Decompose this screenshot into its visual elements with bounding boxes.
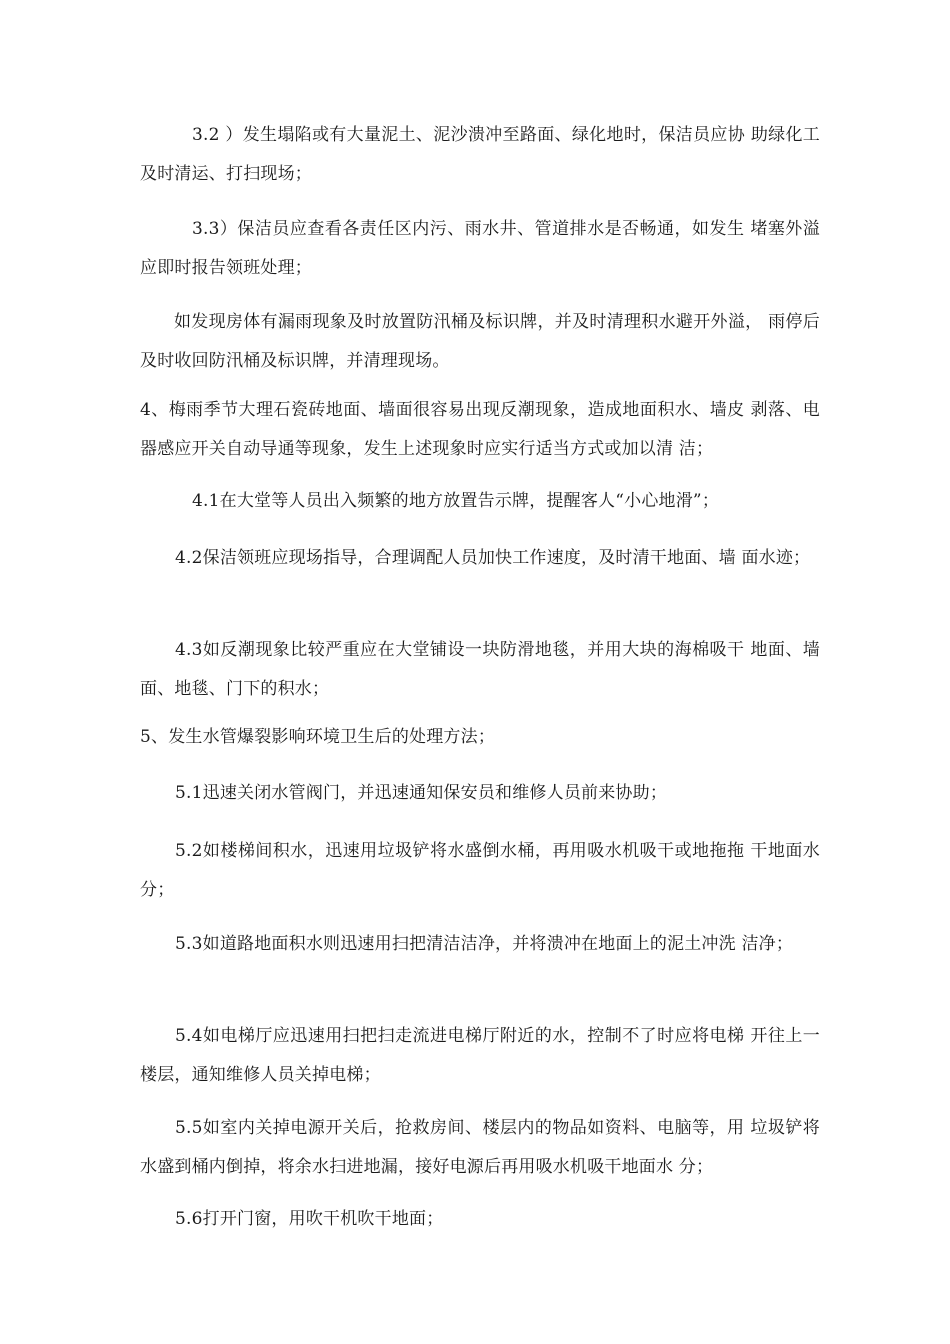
- paragraph-4-1: 4.1在大堂等人员出入频繁的地方放置告示牌，提醒客人“小心地滑”；: [192, 491, 720, 511]
- paragraph-5-6: 5.6打开门窗，用吹干机吹干地面；: [175, 1209, 444, 1229]
- paragraph-5-4: 5.4如电梯厅应迅速用扫把扫走流进电梯厅附近的水，控制不了时应将电梯 开往上一楼层，通知维修人员关掉电梯；: [140, 1026, 820, 1085]
- paragraph-5-1: 5.1迅速关闭水管阀门，并迅速通知保安员和维修人员前来协助；: [175, 783, 668, 803]
- paragraph-3-3: 3.3）保洁员应查看各责任区内污、雨水井、管道排水是否畅通，如发生 堵塞外溢应即时报告领班处理；: [140, 219, 820, 278]
- paragraph-5: 5、发生水管爆裂影响环境卫生后的处理方法；: [140, 727, 496, 747]
- paragraph-4-2: 4.2保洁领班应现场指导，合理调配人员加快工作速度，及时清干地面、墙 面水迹；: [175, 548, 811, 568]
- paragraph-3-2: 3.2 ）发生塌陷或有大量泥土、泥沙溃冲至路面、绿化地时，保洁员应协 助绿化工及时清运、打扫现场；: [140, 125, 820, 184]
- paragraph-5-3: 5.3如道路地面积水则迅速用扫把清洁洁净，并将溃冲在地面上的泥土冲洗 洁净；: [175, 934, 794, 954]
- paragraph-5-5: 5.5如室内关掉电源开关后，抢救房间、楼层内的物品如资料、电脑等，用 垃圾铲将水盛到桶内倒掉，将余水扫进地漏，接好电源后再用吸水机吸干地面水 分；: [140, 1118, 820, 1177]
- paragraph-5-2: 5.2如楼梯间积水，迅速用垃圾铲将水盛倒水桶，再用吸水机吸干或地拖拖 干地面水分；: [140, 841, 820, 900]
- paragraph-4-3: 4.3如反潮现象比较严重应在大堂铺设一块防滑地毯，并用大块的海棉吸干 地面、墙面、地毯、门下的积水；: [140, 640, 820, 699]
- paragraph-4: 4、梅雨季节大理石瓷砖地面、墙面很容易出现反潮现象，造成地面积水、墙皮 剥落、电器感应开关自动导通等现象，发生上述现象时应实行适当方式或加以清 洁；: [140, 400, 820, 459]
- paragraph-leak-handling: 如发现房体有漏雨现象及时放置防汛桶及标识牌，并及时清理积水避开外溢， 雨停后及时收回防汛桶及标识牌，并清理现场。: [140, 312, 820, 371]
